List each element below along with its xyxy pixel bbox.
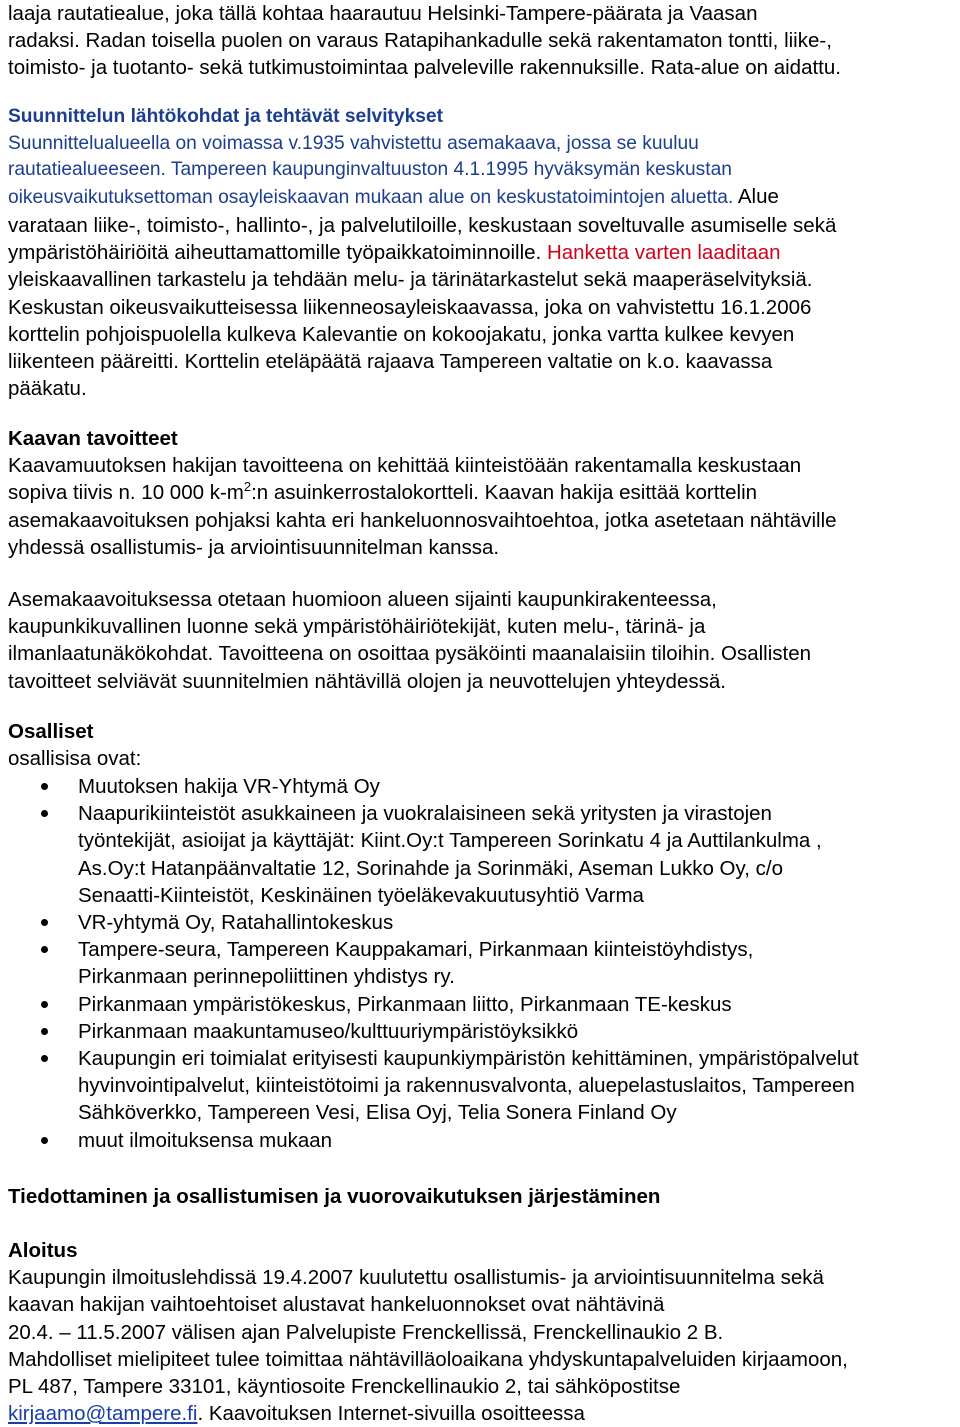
goals-line: Asemakaavoituksessa otetaan huomioon alueen sijainti kaupunkirakenteessa, [8, 588, 717, 611]
goals-line: asemakaavoituksen pohjaksi kahta eri hankeluonnosvaihtoehtoa, jotka asetetaan nähtäville [8, 508, 837, 532]
bullet-icon [41, 783, 48, 790]
list-item [8, 1018, 958, 1045]
goals-line: yhdessä osallistumis- ja arviointisuunnitelman kanssa. [8, 535, 500, 559]
goals-text: :n asuinkerrostalokortteli. Kaavan hakija esittää korttelin [251, 481, 758, 505]
email-link[interactable]: kirjaamo@tampere.fi [8, 1402, 198, 1426]
goals-paragraph-2 [8, 586, 958, 695]
goals-line: ilmanlaatunäkökohdat. Tavoitteena on osoittaa pysäköinti maanalaisiin tiloihin. Osallisten [8, 642, 812, 666]
starting-points-text: oikeusvaikutuksettoman osayleiskaavan mukaan alue on keskustatoimintojen aluetta. [8, 186, 734, 208]
continuation-line: liikenteen pääreitti. Korttelin eteläpäätä rajaava Tampereen valtatie on k.o. kaavassa [8, 350, 773, 374]
list-item-text: Pirkanmaan maakuntamuseo/kulttuuriympäristöyksikkö [78, 1019, 579, 1043]
goals-heading: Kaavan tavoitteet [8, 427, 178, 450]
participants-list [8, 773, 958, 1154]
continuation-line: Keskustan oikeusvaikutteisessa liikenneosayleiskaavassa, joka on vahvistettu 16.1.2006 [8, 295, 812, 319]
goals-line: tavoitteet selviävät suunnitelmien nähtävillä olojen ja neuvottelujen yhteydessä. [8, 669, 726, 693]
communication-heading: Tiedottaminen ja osallistumisen ja vuorovaikutuksen järjestäminen [8, 1185, 661, 1208]
list-item-text: Tampere-seura, Tampereen Kauppakamari, Pirkanmaan kiinteistöyhdistys, [78, 938, 754, 962]
list-item [8, 1045, 958, 1127]
bullet-icon [41, 1137, 48, 1144]
starting-points-line: Suunnittelualueella on voimassa v.1935 vahvistettu asemakaava, jossa se kuuluu [8, 132, 699, 154]
list-item [8, 936, 958, 990]
continuation-line: pääkatu. [8, 377, 87, 401]
list-item-text: Muutoksen hakija VR-Yhtymä Oy [78, 775, 380, 798]
list-item [8, 773, 958, 800]
start-text: . Kaavoituksen Internet-sivuilla osoitteessa [197, 1402, 585, 1426]
list-item-text: Sähköverkko, Tampereen Vesi, Elisa Oyj, Telia Sonera Finland Oy [78, 1101, 677, 1125]
intro-line: laaja rautatiealue, joka tällä kohtaa haarautuu Helsinki-Tampere-päärata ja Vaasan [8, 2, 758, 25]
alue-word: Alue [733, 184, 779, 208]
superscript: 2 [243, 479, 252, 495]
list-item-text: Pirkanmaan perinnepoliittinen yhdistys ry. [78, 965, 455, 989]
goals-line [8, 479, 958, 506]
list-item-text: työntekijät, asioijat ja käyttäjät: Kiint.Oy:t Tampereen Sorinkatu 4 ja Auttilankulma , [78, 829, 822, 853]
participants-section [8, 718, 958, 772]
participants-intro: osallisisa ovat: [8, 747, 142, 771]
continuation-line: yleiskaavallinen tarkastelu ja tehdään melu- ja tärinätarkastelut sekä maaperäselvityksiä. [8, 268, 813, 292]
bullet-icon [41, 1028, 48, 1035]
list-item [8, 800, 958, 909]
bullet-icon [41, 1055, 48, 1062]
participants-heading: Osalliset [8, 720, 94, 743]
start-line: Kaupungin ilmoituslehdissä 19.4.2007 kuulutettu osallistumis- ja arviointisuunnitelma sekä [8, 1266, 824, 1290]
goals-line: Kaavamuutoksen hakijan tavoitteena on kehittää kiinteistöään rakentamalla keskustaan [8, 454, 802, 478]
list-item [8, 991, 958, 1018]
start-line: PL 487, Tampere 33101, käyntiosoite Frenckellinaukio 2, tai sähköpostitse [8, 1375, 681, 1399]
list-item-text: Pirkanmaan ympäristökeskus, Pirkanmaan liitto, Pirkanmaan TE-keskus [78, 992, 732, 1016]
start-section [8, 1237, 958, 1427]
list-item-text: Senaatti-Kiinteistöt, Keskinäinen työeläkevakuutusyhtiö Varma [78, 883, 644, 907]
start-line: Mahdolliset mielipiteet tulee toimittaa nähtävilläoloaikana yhdyskuntapalveluiden kirjaamoon, [8, 1347, 848, 1371]
list-item [8, 909, 958, 936]
start-line: kaavan hakijan vaihtoehtoiset alustavat hankeluonnokset ovat nähtävinä [8, 1293, 665, 1317]
start-line [8, 1400, 958, 1427]
starting-points-line: rautatiealueeseen. Tampereen kaupunginvaltuuston 4.1.1995 hyväksymän keskustan [8, 159, 732, 181]
starting-points-line [8, 184, 958, 212]
list-item-text: muut ilmoituksensa mukaan [78, 1128, 333, 1152]
starting-points-section [8, 104, 958, 211]
bullet-icon [41, 1001, 48, 1008]
continuation-line: varataan liike-, toimisto-, hallinto-, ja palvelutiloille, keskustaan soveltuvalle asumiselle sekä [8, 214, 837, 237]
intro-line: radaksi. Radan toisella puolen on varaus Ratapihankadulle sekä rakentamaton tontti, liike-, [8, 29, 832, 53]
start-heading: Aloitus [8, 1239, 78, 1262]
list-item-text: VR-yhtymä Oy, Ratahallintokeskus [78, 911, 394, 935]
list-item [8, 1127, 958, 1154]
continuation-line [8, 239, 958, 266]
goals-section [8, 425, 958, 561]
starting-points-heading: Suunnittelun lähtökohdat ja tehtävät selvitykset [8, 106, 443, 127]
list-item-text: As.Oy:t Hatanpäänvaltatie 12, Sorinahde ja Sorinmäki, Aseman Lukko Oy, c/o [78, 856, 783, 880]
bullet-icon [41, 919, 48, 926]
start-line: 20.4. – 11.5.2007 välisen ajan Palvelupiste Frenckellissä, Frenckellinaukio 2 B. [8, 1320, 724, 1344]
list-item-text: hyvinvointipalvelut, kiinteistötoimi ja rakennusvalvonta, aluepelastuslaitos, Tampereen [78, 1074, 855, 1098]
bullet-icon [41, 946, 48, 953]
goals-line: kaupunkikuvallinen luonne sekä ympäristöhäiriötekijät, kuten melu-, tärinä- ja [8, 615, 706, 639]
list-item-text: Naapurikiinteistöt asukkaineen ja vuokralaisineen sekä yritysten ja virastojen [78, 802, 772, 826]
continuation-text: ympäristöhäiriöitä aiheuttamattomille työpaikkatoiminnoille. [8, 241, 547, 265]
continuation-line: korttelin pohjoispuolella kulkeva Kalevantie on kokoojakatu, jonka vartta kulkee kevyen [8, 322, 795, 346]
starting-points-continuation [8, 212, 958, 402]
list-item-text: Kaupungin eri toimialat erityisesti kaupunkiympäristön kehittäminen, ympäristöpalvelut [78, 1047, 859, 1071]
goals-text: sopiva tiivis n. 10 000 k-m [8, 481, 244, 505]
intro-paragraph [8, 0, 958, 82]
hanketta-text: Hanketta varten laaditaan [546, 241, 781, 265]
bullet-icon [41, 810, 48, 817]
intro-line: toimisto- ja tuotanto- sekä tutkimustoimintaa palveleville rakennuksille. Rata-alue on aidattu. [8, 56, 841, 80]
communication-section [8, 1183, 958, 1210]
